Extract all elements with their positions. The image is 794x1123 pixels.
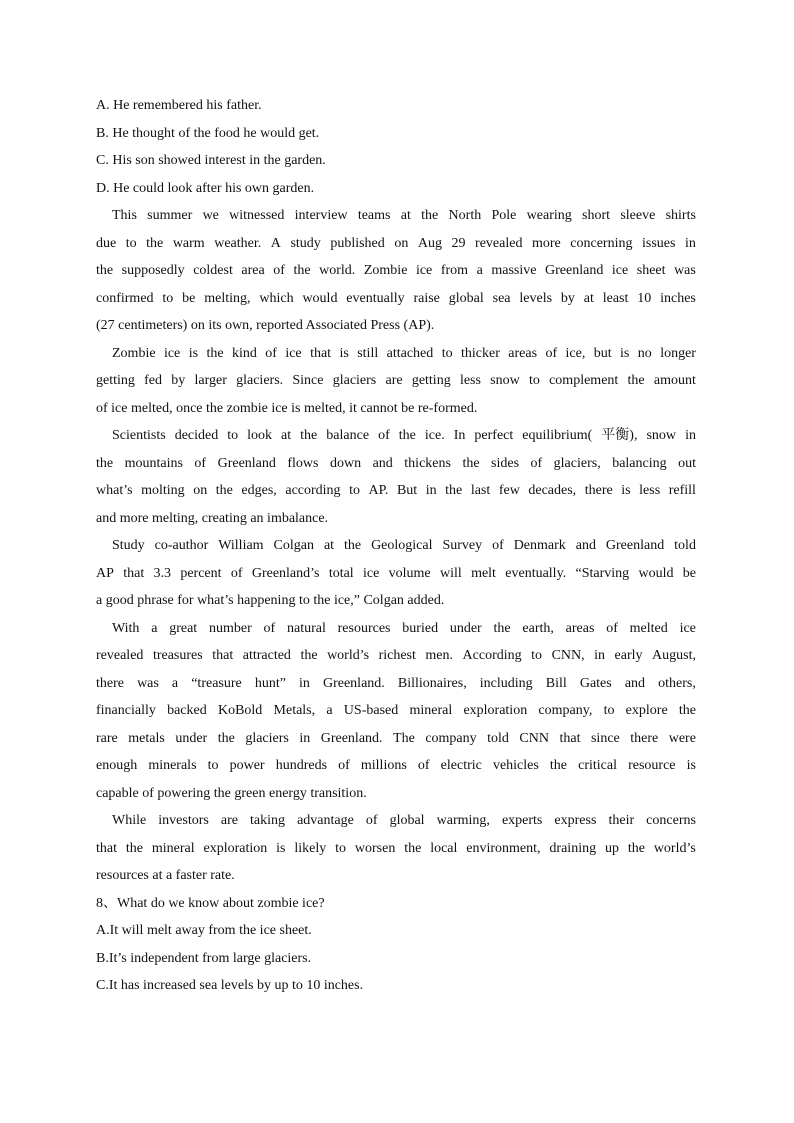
text-line: and more melting, creating an imbalance. xyxy=(96,510,329,526)
option-b: B.It’s independent from large glaciers. xyxy=(96,950,312,966)
option-a: A.It will melt away from the ice sheet. xyxy=(96,923,312,938)
text-line: there was a “treasure hunt” in Greenland. Billionaires, including Bill Gates and others, xyxy=(96,675,696,691)
text-line: financially backed KoBold Metals, a US-based mineral exploration company, to explore the xyxy=(96,703,696,718)
text-line: This summer we witnessed interview teams at the North Pole wearing short sleeve shirts xyxy=(112,208,696,223)
option-c: C.It has increased sea levels by up to 10 inches. xyxy=(96,978,364,993)
text-line: what’s molting on the edges, according to AP. But in the last few decades, there is less refill xyxy=(96,483,696,498)
text-line: Zombie ice is the kind of ice that is still attached to thicker areas of ice, but is no longer xyxy=(112,345,696,361)
reading-passage xyxy=(96,202,696,890)
text-line: resources at a faster rate. xyxy=(96,868,235,883)
question-8 xyxy=(96,890,696,1000)
text-line: that the mineral exploration is likely to worsen the local environment, draining up the world’s xyxy=(96,840,696,856)
text-line: due to the warm weather. A study published on Aug 29 revealed more concerning issues in xyxy=(96,235,696,251)
text-line: the mountains of Greenland flows down and thickens the sides of glaciers, balancing out xyxy=(96,455,696,471)
option-a: A. He remembered his father. xyxy=(96,98,262,113)
text-line: getting fed by larger glaciers. Since glaciers are getting less snow to complement the amount xyxy=(96,373,696,388)
option-b: B. He thought of the food he would get. xyxy=(96,125,320,141)
paragraph xyxy=(96,615,696,808)
text-line: AP that 3.3 percent of Greenland’s total ice volume will melt eventually. “Starving would be xyxy=(96,565,696,581)
question-stem: 8、What do we know about zombie ice? xyxy=(96,895,325,911)
text-line: While investors are taking advantage of global warming, experts express their concerns xyxy=(112,813,696,828)
text-line: revealed treasures that attracted the world’s richest men. According to CNN, in early August, xyxy=(96,648,696,663)
option-d: D. He could look after his own garden. xyxy=(96,180,315,196)
paragraph xyxy=(96,422,696,532)
prev-question-options xyxy=(96,92,696,202)
document-page xyxy=(96,92,696,1000)
option-c: C. His son showed interest in the garden. xyxy=(96,153,326,168)
paragraph xyxy=(96,340,696,423)
text-line: Study co-author William Colgan at the Geological Survey of Denmark and Greenland told xyxy=(112,538,696,553)
text-line: With a great number of natural resources buried under the earth, areas of melted ice xyxy=(112,620,696,636)
text-line: a good phrase for what’s happening to the ice,” Colgan added. xyxy=(96,593,445,608)
text-line: capable of powering the green energy transition. xyxy=(96,785,367,801)
paragraph xyxy=(96,532,696,615)
text-line: Scientists decided to look at the balance of the ice. In perfect equilibrium( 平衡), snow in xyxy=(112,428,696,443)
text-line: (27 centimeters) on its own, reported Associated Press (AP). xyxy=(96,318,435,333)
text-line: rare metals under the glaciers in Greenland. The company told CNN that since there were xyxy=(96,730,696,746)
text-line: confirmed to be melting, which would eventually raise global sea levels by at least 10 inches xyxy=(96,290,696,306)
paragraph xyxy=(96,202,696,340)
text-line: the supposedly coldest area of the world. Zombie ice from a massive Greenland ice sheet was xyxy=(96,263,696,278)
text-line: enough minerals to power hundreds of millions of electric vehicles the critical resource is xyxy=(96,758,696,773)
paragraph xyxy=(96,807,696,890)
text-line: of ice melted, once the zombie ice is melted, it cannot be re-formed. xyxy=(96,400,478,416)
